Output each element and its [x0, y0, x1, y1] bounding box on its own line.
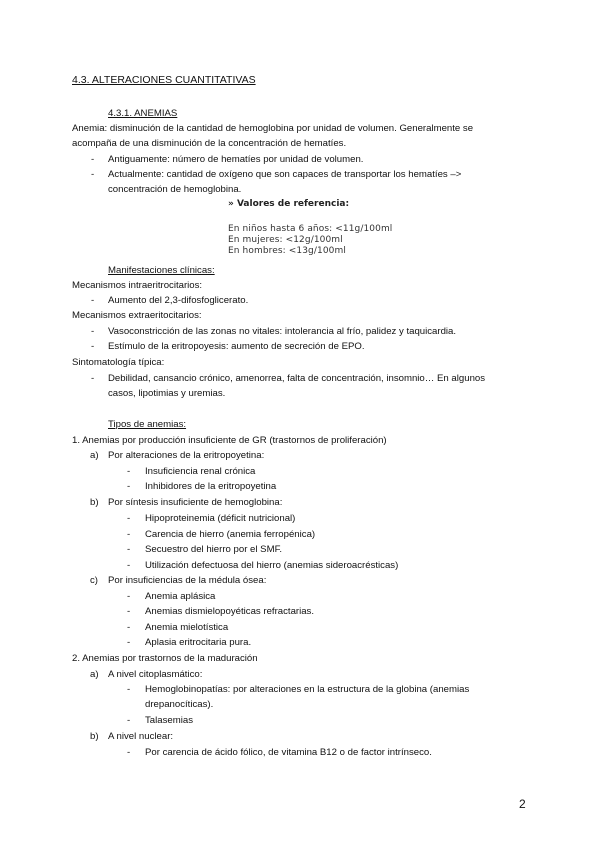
- type-1b-heading: Por síntesis insuficiente de hemoglobina:: [108, 497, 283, 508]
- list-label-b: b): [90, 731, 99, 742]
- reference-values-title: » Valores de referencia:: [228, 199, 350, 209]
- clinical-manifestations-heading: Manifestaciones clínicas:: [108, 265, 215, 276]
- bullet-dash: -: [127, 684, 131, 695]
- intra-mechanism-item: Aumento del 2,3-difosfoglicerato.: [108, 295, 249, 306]
- currently-definition-line-2: concentración de hemoglobina.: [108, 184, 242, 195]
- currently-definition-line-1: Actualmente: cantidad de oxígeno que son capaces de transportar los hematíes –>: [108, 169, 462, 180]
- extra-mechanism-item-2: Estímulo de la eritropoyesis: aumento de secreción de EPO.: [108, 341, 365, 352]
- bullet-dash: -: [127, 481, 131, 492]
- bullet-dash: -: [91, 295, 95, 306]
- bullet-dash: -: [127, 591, 131, 602]
- type-1a-item-2: Inhibidores de la eritropoyetina: [145, 481, 277, 492]
- symptoms-heading: Sintomatología típica:: [72, 357, 165, 368]
- symptoms-line-2: casos, lipotimias y uremias.: [108, 388, 226, 399]
- bullet-dash: -: [127, 529, 131, 540]
- bullet-dash: -: [127, 606, 131, 617]
- reference-women: En mujeres: <12g/100ml: [228, 235, 343, 245]
- type-2a-item-2: Talasemias: [145, 715, 193, 726]
- reference-children: En niños hasta 6 años: <11g/100ml: [228, 224, 393, 234]
- type-2b-heading: A nivel nuclear:: [108, 731, 174, 742]
- list-label-a: a): [90, 450, 99, 461]
- type-1c-heading: Por insuficiencias de la médula ósea:: [108, 575, 267, 586]
- list-label-c: c): [90, 575, 98, 586]
- formerly-definition: Antiguamente: número de hematíes por unidad de volumen.: [108, 154, 364, 165]
- extra-mechanisms-heading: Mecanismos extraeritocitarios:: [72, 310, 202, 321]
- type-1-heading: 1. Anemias por producción insuficiente de GR (trastornos de proliferación): [72, 435, 387, 446]
- type-1c-item-4: Aplasia eritrocitaria pura.: [145, 637, 252, 648]
- bullet-dash: -: [127, 622, 131, 633]
- intra-mechanisms-heading: Mecanismos intraeritrocitarios:: [72, 280, 203, 291]
- type-1b-item-1: Hipoproteinemia (déficit nutricional): [145, 513, 296, 524]
- type-1b-item-3: Secuestro del hierro por el SMF.: [145, 544, 283, 555]
- type-1b-item-4: Utilización defectuosa del hierro (anemias sideroacrésticas): [145, 560, 399, 571]
- bullet-dash: -: [127, 560, 131, 571]
- type-1a-item-1: Insuficiencia renal crónica: [145, 466, 256, 477]
- reference-men: En hombres: <13g/100ml: [228, 246, 346, 256]
- bullet-dash: -: [127, 715, 131, 726]
- bullet-dash: -: [91, 154, 95, 165]
- anemia-definition-line-2: acompaña de una disminución de la concentración de hematíes.: [72, 138, 347, 149]
- subsection-title: 4.3.1. ANEMIAS: [108, 108, 178, 119]
- symptoms-line-1: Debilidad, cansancio crónico, amenorrea, falta de concentración, insomnio… En algunos: [108, 373, 486, 384]
- bullet-dash: -: [91, 373, 95, 384]
- bullet-dash: -: [91, 169, 95, 180]
- type-2a-item-1-line-1: Hemoglobinopatías: por alteraciones en la estructura de la globina (anemias: [145, 684, 470, 695]
- type-1a-heading: Por alteraciones de la eritropoyetina:: [108, 450, 265, 461]
- type-1c-item-1: Anemia aplásica: [145, 591, 216, 602]
- anemia-types-heading: Tipos de anemias:: [108, 419, 187, 430]
- bullet-dash: -: [91, 326, 95, 337]
- list-label-a: a): [90, 669, 99, 680]
- type-2a-item-1-line-2: drepanocíticas).: [145, 699, 214, 710]
- section-title: 4.3. ALTERACIONES CUANTITATIVAS: [72, 74, 256, 86]
- type-2a-heading: A nivel citoplasmático:: [108, 669, 203, 680]
- bullet-dash: -: [127, 637, 131, 648]
- extra-mechanism-item-1: Vasoconstricción de las zonas no vitales: intolerancia al frío, palidez y taquicardia.: [108, 326, 457, 337]
- type-2-heading: 2. Anemias por trastornos de la maduración: [72, 653, 258, 664]
- anemia-definition-line-1: Anemia: disminución de la cantidad de hemoglobina por unidad de volumen. Generalmente se: [72, 123, 474, 134]
- type-1c-item-2: Anemias dismielopoyéticas refractarias.: [145, 606, 315, 617]
- type-1b-item-2: Carencia de hierro (anemia ferropénica): [145, 529, 316, 540]
- list-label-b: b): [90, 497, 99, 508]
- type-2b-item-1: Por carencia de ácido fólico, de vitamina B12 o de factor intrínseco.: [145, 747, 432, 758]
- bullet-dash: -: [127, 747, 131, 758]
- bullet-dash: -: [127, 513, 131, 524]
- type-1c-item-3: Anemia mielotística: [145, 622, 229, 633]
- page-number: 2: [519, 797, 526, 811]
- bullet-dash: -: [127, 544, 131, 555]
- bullet-dash: -: [91, 341, 95, 352]
- bullet-dash: -: [127, 466, 131, 477]
